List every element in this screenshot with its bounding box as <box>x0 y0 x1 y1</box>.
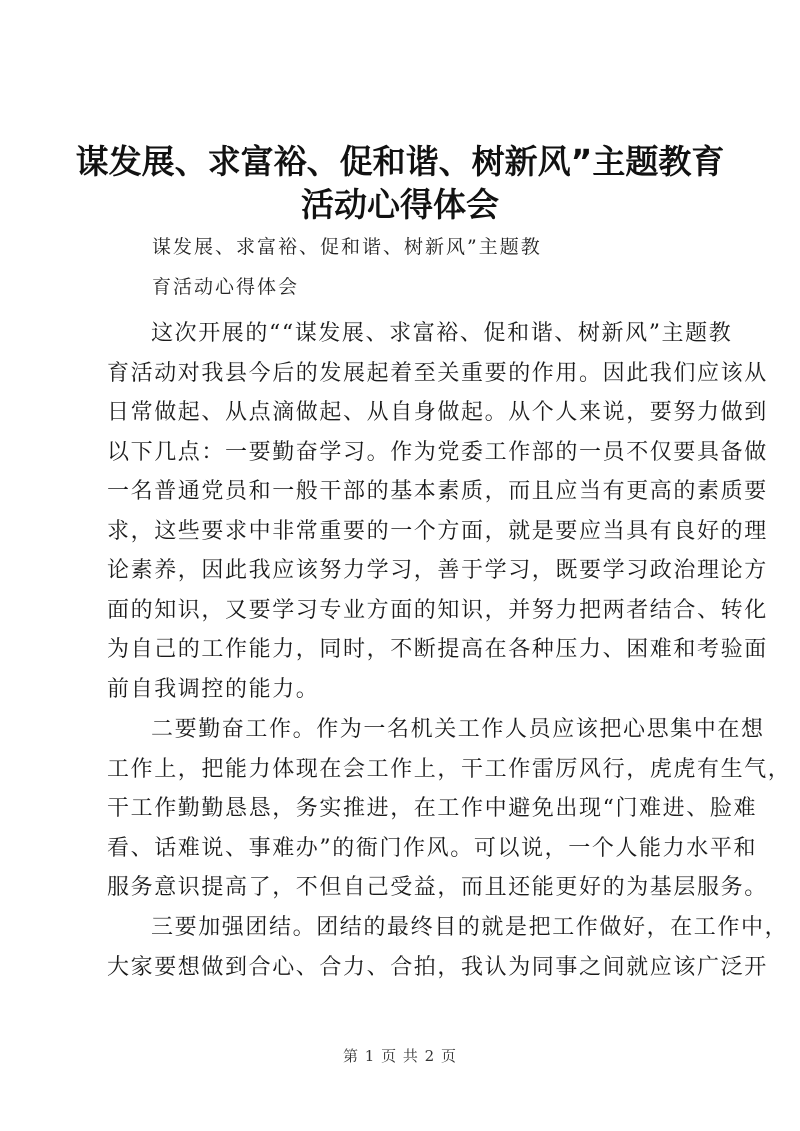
paragraph-line: 前自我调控的能力。 <box>107 676 320 702</box>
paragraph-line: 干工作勤勤恳恳，务实推进，在工作中避免出现“门难进、脸难 <box>107 796 758 821</box>
paragraph-line: 面的知识，又要学习专业方面的知识，并努力把两者结合、转化 <box>107 597 768 623</box>
paragraph-line: 这次开展的““谋发展、求富裕、促和谐、树新风”主题教 <box>151 321 733 346</box>
paragraph-line: 大家要想做到合心、合力、合拍，我认为同事之间就应该广泛开 <box>107 954 768 980</box>
document-title-line-2: 活动心得体会 <box>301 185 499 224</box>
page-number-footer: 第 1 页 共 2 页 <box>343 1047 457 1065</box>
paragraph-line: 育活动对我县今后的发展起着至关重要的作用。因此我们应该从 <box>107 360 768 386</box>
paragraph-2 <box>107 710 792 908</box>
paragraph-line: 工作上，把能力体现在会工作上，干工作雷厉风行，虎虎有生气， <box>107 756 792 782</box>
subtitle-line-1: 谋发展、求富裕、促和谐、树新风”主题教 <box>152 236 542 258</box>
paragraph-line: 服务意识提高了，不但自己受益，而且还能更好的为基层服务。 <box>107 875 768 900</box>
paragraph-line: 以下几点：一要勤奋学习。作为党委工作部的一员不仅要具备做 <box>107 439 768 465</box>
subtitle-line-2: 育活动心得体会 <box>152 276 300 298</box>
paragraph-3 <box>107 908 789 987</box>
paragraph-line: 一名普通党员和一般干部的基本素质，而且应当有更高的素质要 <box>107 479 768 504</box>
paragraph-1 <box>107 314 768 709</box>
paragraph-line: 求，这些要求中非常重要的一个方面，就是要应当具有良好的理 <box>107 518 768 544</box>
paragraph-line: 为自己的工作能力，同时，不断提高在各种压力、困难和考验面 <box>107 637 768 662</box>
document-title-line-1: 谋发展、求富裕、促和谐、树新风”主题教育 <box>75 142 725 181</box>
paragraph-line: 三要加强团结。团结的最终目的就是把工作做好，在工作中， <box>151 915 789 940</box>
paragraph-line: 日常做起、从点滴做起、从自身做起。从个人来说，要努力做到 <box>107 400 768 425</box>
paragraph-line: 看、话难说、事难办”的衙门作风。可以说，一个人能力水平和 <box>107 835 758 861</box>
paragraph-line: 二要勤奋工作。作为一名机关工作人员应该把心思集中在想 <box>151 717 765 742</box>
paragraph-line: 论素养，因此我应该努力学习，善于学习，既要学习政治理论方 <box>107 558 768 583</box>
